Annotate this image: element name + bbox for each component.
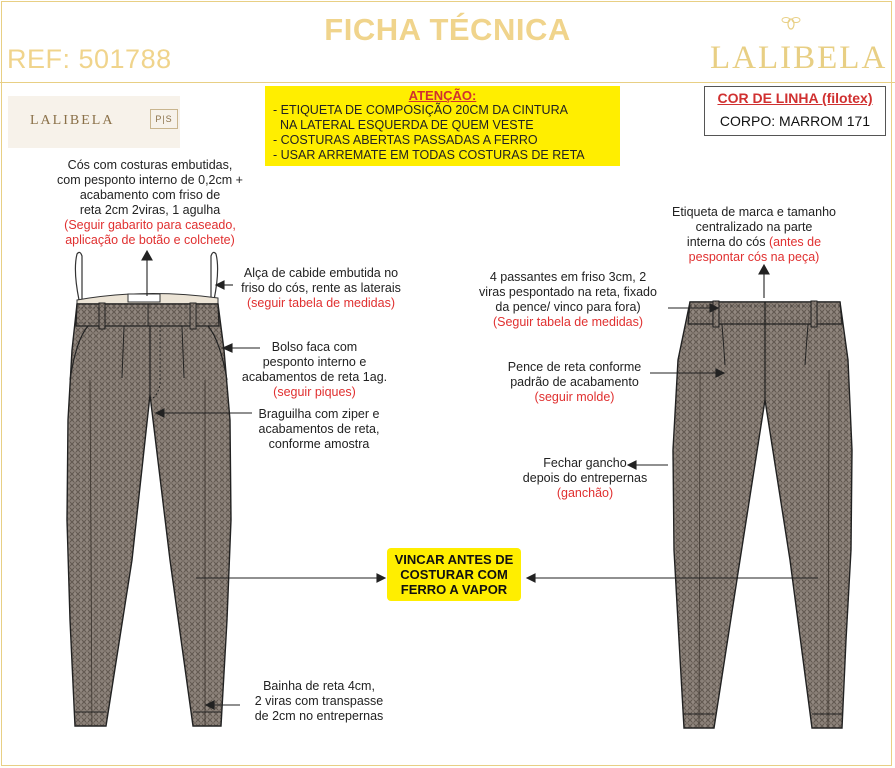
attention-line: - ETIQUETA DE COMPOSIÇÃO 20CM DA CINTURA: [273, 103, 568, 117]
note-hanger-loop: Alça de cabide embutida no friso do cós, rente as laterais (seguir tabela de medidas): [241, 266, 401, 310]
brand-label-tag: P|S: [150, 109, 178, 129]
note-crotch: Fechar gancho depois do entrepernas (ganchão): [522, 456, 648, 500]
back-trouser-drawing: [673, 301, 852, 728]
brand-label-text: LALIBELA: [30, 113, 115, 128]
note-fly: Braguilha com ziper e acabamentos de reta, conforme amostra: [258, 407, 380, 451]
front-trouser-drawing: [67, 252, 231, 726]
note-dart: Pence de reta conforme padrão de acabamento (seguir molde): [507, 360, 642, 404]
note-label: Etiqueta de marca e tamanho centralizado na parte interna do cós (antes de pespontar cós na peça): [672, 205, 836, 264]
attention-line: - COSTURAS ABERTAS PASSADAS A FERRO: [273, 133, 538, 147]
inner-label: [128, 294, 160, 302]
attention-line: NA LATERAL ESQUERDA DE QUEM VESTE: [280, 118, 534, 132]
reference-number: REF: 501788: [7, 44, 172, 74]
hanger-loop-right: [211, 252, 218, 300]
note-waistband: Cós com costuras embutidas, com pesponto interno de 0,2cm + acabamento com friso de reta 2cm 2viras, 1 agulha (Seguir gabarito para caseado, aplicação de botão e colchete): [57, 158, 243, 247]
thread-color-label: COR DE LINHA (filotex): [717, 90, 873, 106]
note-hem: Bainha de reta 4cm, 2 viras com transpasse de 2cm no entrepernas: [254, 679, 384, 723]
brand-wordmark: LALIBELA: [710, 40, 888, 76]
hanger-loop-left: [75, 252, 82, 300]
note-pocket: Bolso faca com pesponto interno e acabamentos de reta 1ag. (seguir piques): [241, 340, 388, 399]
attention-line: - USAR ARREMATE EM TODAS COSTURAS DE RETA: [273, 148, 585, 162]
crease-callout: VINCAR ANTES DE COSTURAR COM FERRO A VAPOR: [387, 548, 521, 601]
note-belt-loops: 4 passantes em friso 3cm, 2 viras pespontado na reta, fixado da pence/ vinco para fora) (Seguir tabela de medidas): [479, 270, 657, 329]
page-title: FICHA TÉCNICA: [324, 12, 571, 47]
thread-color-value: CORPO: MARROM 171: [719, 113, 871, 129]
attention-heading: ATENÇÃO:: [408, 88, 477, 103]
